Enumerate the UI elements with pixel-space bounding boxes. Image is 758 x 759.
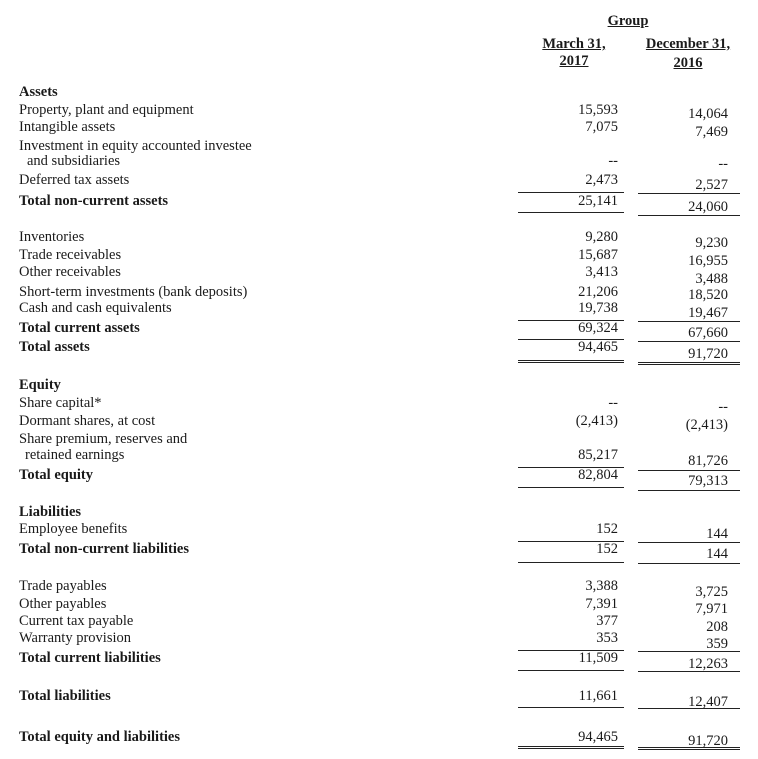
value-march-2017: 7,391	[585, 596, 618, 612]
rule	[518, 707, 624, 708]
rule	[638, 671, 740, 672]
row-heading: Total equity	[19, 467, 93, 483]
row-label: Short-term investments (bank deposits)	[19, 284, 248, 300]
value-march-2017: 15,687	[578, 247, 618, 263]
rule	[638, 215, 740, 216]
row-label: Dormant shares, at cost	[19, 413, 156, 429]
value-december-2016: 19,467	[688, 305, 728, 321]
row-heading: Total equity and liabilities	[19, 729, 181, 745]
value-march-2017: 377	[596, 613, 618, 629]
row-label: Other receivables	[19, 264, 121, 280]
value-march-2017: 21,206	[578, 284, 618, 300]
value-march-2017: 94,465	[578, 729, 618, 745]
row-label: Property, plant and equipment	[19, 102, 194, 118]
value-december-2016: 18,520	[688, 287, 728, 303]
value-december-2016: 3,488	[695, 271, 728, 287]
value-march-2017: 19,738	[578, 300, 618, 316]
value-december-2016: 7,469	[695, 124, 728, 140]
row-label: retained earnings	[25, 447, 125, 463]
value-march-2017: 2,473	[585, 172, 618, 188]
value-march-2017: 152	[596, 541, 618, 557]
value-march-2017: 85,217	[578, 447, 618, 463]
value-december-2016: 3,725	[695, 584, 728, 600]
row-label: Intangible assets	[19, 119, 116, 135]
row-heading: Total non-current liabilities	[19, 541, 189, 557]
value-december-2016: 91,720	[688, 346, 728, 362]
rule	[518, 339, 624, 340]
col2-heading-line1: December 31,	[645, 36, 731, 52]
row-heading: Total assets	[19, 339, 90, 355]
row-heading: Equity	[19, 377, 61, 393]
row-label: Employee benefits	[19, 521, 128, 537]
rule	[518, 320, 624, 321]
value-march-2017: 3,388	[585, 578, 618, 594]
value-december-2016: 2,527	[695, 177, 728, 193]
col1-heading-line2: 2017	[559, 53, 589, 69]
rule	[638, 341, 740, 342]
rule	[638, 490, 740, 491]
value-march-2017: (2,413)	[575, 413, 618, 429]
rule	[638, 651, 740, 652]
row-label: Share premium, reserves and	[19, 431, 188, 447]
group-heading: Group	[607, 13, 649, 29]
rule	[518, 487, 624, 488]
value-march-2017: 94,465	[578, 339, 618, 355]
value-december-2016: 16,955	[688, 253, 728, 269]
rule	[518, 670, 624, 671]
rule	[518, 562, 624, 563]
rule	[638, 747, 740, 750]
row-label: and subsidiaries	[27, 153, 121, 169]
rule	[638, 470, 740, 471]
rule	[518, 212, 624, 213]
value-march-2017: --	[608, 153, 618, 169]
row-heading: Total current liabilities	[19, 650, 161, 666]
value-december-2016: 67,660	[688, 325, 728, 341]
row-label: Cash and cash equivalents	[19, 300, 172, 316]
rule	[638, 193, 740, 194]
value-march-2017: --	[608, 395, 618, 411]
rule	[518, 650, 624, 651]
row-heading: Assets	[19, 84, 58, 100]
rule	[638, 362, 740, 365]
rule	[518, 746, 624, 749]
value-march-2017: 7,075	[585, 119, 618, 135]
rule	[638, 563, 740, 564]
row-heading: Total non-current assets	[19, 193, 169, 209]
value-december-2016: 144	[706, 546, 728, 562]
rule	[518, 192, 624, 193]
value-december-2016: 12,407	[688, 694, 728, 710]
value-december-2016: 14,064	[688, 106, 728, 122]
col2-heading-line2: 2016	[673, 55, 703, 71]
value-december-2016: --	[718, 156, 728, 172]
value-march-2017: 25,141	[578, 193, 618, 209]
value-december-2016: 9,230	[695, 235, 728, 251]
rule	[638, 321, 740, 322]
row-heading: Total liabilities	[19, 688, 111, 704]
row-label: Inventories	[19, 229, 85, 245]
value-march-2017: 353	[596, 630, 618, 646]
row-label: Trade payables	[19, 578, 107, 594]
value-december-2016: 91,720	[688, 733, 728, 749]
value-march-2017: 9,280	[585, 229, 618, 245]
row-label: Share capital*	[19, 395, 102, 411]
col1-heading-line1: March 31,	[542, 36, 606, 52]
row-label: Trade receivables	[19, 247, 122, 263]
value-december-2016: (2,413)	[685, 417, 728, 433]
value-march-2017: 11,661	[578, 688, 618, 704]
value-march-2017: 69,324	[578, 320, 618, 336]
value-december-2016: --	[718, 399, 728, 415]
row-label: Investment in equity accounted investee	[19, 138, 252, 154]
row-heading: Total current assets	[19, 320, 140, 336]
value-december-2016: 208	[706, 619, 728, 635]
value-december-2016: 144	[706, 526, 728, 542]
value-march-2017: 11,509	[578, 650, 618, 666]
value-march-2017: 82,804	[578, 467, 618, 483]
value-december-2016: 359	[706, 636, 728, 652]
value-december-2016: 7,971	[695, 601, 728, 617]
value-december-2016: 24,060	[688, 199, 728, 215]
rule	[518, 467, 624, 468]
row-heading: Liabilities	[19, 504, 82, 520]
value-march-2017: 15,593	[578, 102, 618, 118]
rule	[518, 541, 624, 542]
row-label: Other payables	[19, 596, 107, 612]
value-december-2016: 12,263	[688, 656, 728, 672]
row-label: Deferred tax assets	[19, 172, 130, 188]
value-march-2017: 152	[596, 521, 618, 537]
value-december-2016: 79,313	[688, 473, 728, 489]
value-march-2017: 3,413	[585, 264, 618, 280]
value-december-2016: 81,726	[688, 453, 728, 469]
row-label: Warranty provision	[19, 630, 131, 646]
rule	[518, 360, 624, 363]
rule	[638, 542, 740, 543]
rule	[638, 708, 740, 709]
row-label: Current tax payable	[19, 613, 134, 629]
